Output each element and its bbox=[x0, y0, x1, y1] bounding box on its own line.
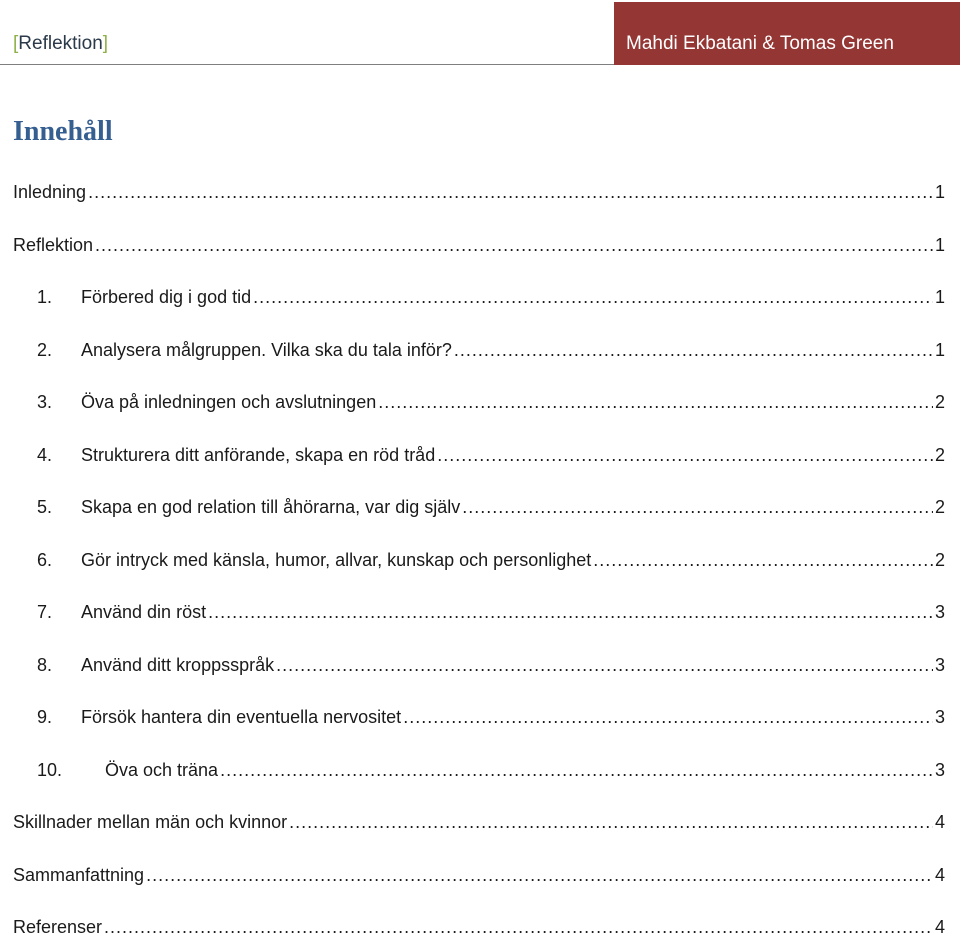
toc-entry-text: Sammanfattning bbox=[13, 865, 145, 885]
toc-entry-text: Reflektion bbox=[13, 235, 94, 255]
toc-entry-number: 9. bbox=[37, 707, 53, 727]
toc-entry-text: Öva och träna bbox=[105, 760, 219, 780]
toc-leader bbox=[593, 548, 933, 572]
toc-entry-reflektion[interactable] bbox=[13, 221, 945, 257]
toc-entry-2[interactable] bbox=[13, 326, 945, 362]
toc-entry-number: 7. bbox=[37, 602, 53, 622]
toc-entry-1[interactable] bbox=[13, 273, 945, 309]
toc-entry-text: Öva på inledningen och avslutningen bbox=[81, 392, 377, 412]
toc-entry-number: 10. bbox=[37, 760, 63, 780]
toc-entry-6[interactable] bbox=[13, 536, 945, 572]
toc-entry-text: Gör intryck med känsla, humor, allvar, kunskap och personlighet bbox=[81, 550, 592, 570]
toc-entry-page: 2 bbox=[934, 392, 945, 412]
toc-entry-page: 1 bbox=[934, 182, 945, 202]
toc-entry-5[interactable] bbox=[13, 483, 945, 519]
toc-entry-referenser[interactable] bbox=[13, 903, 945, 939]
toc-entry-10[interactable] bbox=[13, 746, 945, 782]
toc-entry-page: 2 bbox=[934, 550, 945, 570]
toc-leader bbox=[462, 495, 933, 519]
toc-entry-page: 4 bbox=[934, 917, 945, 937]
toc-entry-7[interactable] bbox=[13, 588, 945, 624]
toc-leader bbox=[88, 180, 933, 204]
toc-entry-8[interactable] bbox=[13, 641, 945, 677]
toc-entry-number: 2. bbox=[37, 340, 53, 360]
toc-entry-page: 3 bbox=[934, 707, 945, 727]
toc-entry-text: Inledning bbox=[13, 182, 87, 202]
header-bracket-close: ] bbox=[102, 33, 109, 54]
toc-entry-text: Analysera målgruppen. Vilka ska du tala inför? bbox=[81, 340, 452, 360]
toc-entry-text: Förbered dig i god tid bbox=[81, 287, 252, 307]
toc-entry-page: 3 bbox=[934, 602, 945, 622]
toc-entry-page: 3 bbox=[934, 655, 945, 675]
toc-entry-text: Skapa en god relation till åhörarna, var dig själv bbox=[81, 497, 461, 517]
toc-entry-text: Använd din röst bbox=[81, 602, 207, 622]
toc-leader bbox=[208, 600, 933, 624]
toc-entry-number: 6. bbox=[37, 550, 53, 570]
header-title bbox=[13, 30, 108, 58]
toc-leader bbox=[276, 653, 933, 677]
toc-leader bbox=[146, 863, 933, 887]
toc-entry-inledning[interactable] bbox=[13, 168, 945, 204]
toc-leader bbox=[104, 915, 933, 939]
toc-entry-3[interactable] bbox=[13, 378, 945, 414]
toc-entry-page: 1 bbox=[934, 235, 945, 255]
toc-entry-text: Försök hantera din eventuella nervositet bbox=[81, 707, 402, 727]
header-authors: Mahdi Ekbatani & Tomas Green bbox=[626, 33, 894, 54]
toc-leader bbox=[95, 233, 933, 257]
toc-entry-page: 4 bbox=[934, 812, 945, 832]
toc-entry-skillnader[interactable] bbox=[13, 798, 945, 834]
header-rule bbox=[0, 64, 614, 65]
toc-leader bbox=[378, 390, 933, 414]
toc-entry-sammanfattning[interactable] bbox=[13, 851, 945, 887]
toc-entry-page: 1 bbox=[934, 287, 945, 307]
toc-entry-page: 1 bbox=[934, 340, 945, 360]
toc-entry-number: 5. bbox=[37, 497, 53, 517]
toc-leader bbox=[253, 285, 933, 309]
toc-entry-9[interactable] bbox=[13, 693, 945, 729]
toc-entry-page: 3 bbox=[934, 760, 945, 780]
toc-leader bbox=[403, 705, 933, 729]
toc-entry-number: 1. bbox=[37, 287, 53, 307]
toc-entry-text: Strukturera ditt anförande, skapa en röd tråd bbox=[81, 445, 436, 465]
toc-entry-number: 8. bbox=[37, 655, 53, 675]
toc-entry-number: 3. bbox=[37, 392, 53, 412]
toc-leader bbox=[220, 758, 933, 782]
toc-entry-page: 2 bbox=[934, 497, 945, 517]
toc-entry-text: Referenser bbox=[13, 917, 103, 937]
toc-entry-text: Använd ditt kroppsspråk bbox=[81, 655, 275, 675]
toc-entry-text: Skillnader mellan män och kvinnor bbox=[13, 812, 288, 832]
toc-entry-4[interactable] bbox=[13, 431, 945, 467]
toc-title: Innehåll bbox=[13, 116, 113, 147]
page-header bbox=[0, 0, 960, 66]
header-bracket-open: [ bbox=[13, 33, 19, 54]
toc-entry-page: 4 bbox=[934, 865, 945, 885]
toc-entry-page: 2 bbox=[934, 445, 945, 465]
header-title-text: Reflektion bbox=[18, 33, 103, 54]
toc-entry-number: 4. bbox=[37, 445, 53, 465]
toc-leader bbox=[289, 810, 933, 834]
toc-leader bbox=[454, 338, 933, 362]
header-author-banner bbox=[614, 2, 960, 65]
toc-leader bbox=[437, 443, 933, 467]
